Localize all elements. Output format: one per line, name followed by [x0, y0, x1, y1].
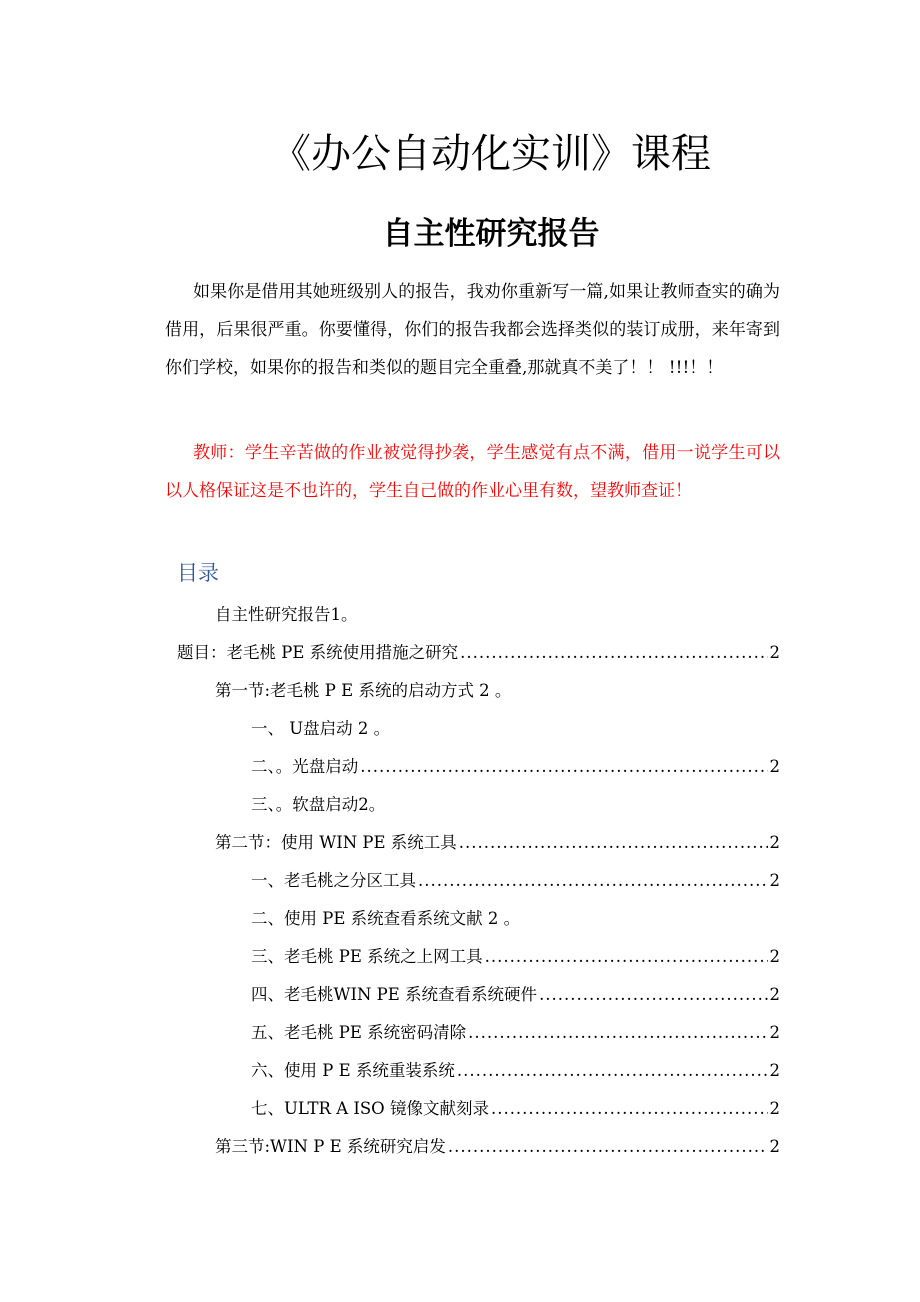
- toc-dot-leader: [491, 1090, 768, 1128]
- toc-entry-title: 三、老毛桃 PE 系统之上网工具: [251, 947, 483, 966]
- toc-page-number: 2: [769, 1137, 780, 1156]
- toc-page-number: 2: [769, 1061, 780, 1080]
- toc-page-number: 2: [769, 947, 780, 966]
- toc-page-number: 2: [769, 757, 780, 776]
- toc-entry[interactable]: [0, 1090, 920, 1128]
- toc-entry-title: 七、ULTR A ISO 镜像文献刻录: [251, 1099, 489, 1118]
- toc-entry-title: 二、。光盘启动: [251, 757, 359, 776]
- toc-entry-title: 二、使用 PE 系统查看系统文献 2 。: [251, 909, 521, 928]
- toc-dot-leader: [468, 1014, 767, 1052]
- toc-entry[interactable]: [0, 824, 920, 862]
- toc-page-number: 2: [769, 871, 780, 890]
- toc-page-number: 2: [769, 643, 780, 662]
- toc-entry[interactable]: [0, 862, 920, 900]
- warning-paragraph: 如果你是借用其她班级别人的报告，我劝你重新写一篇,如果让教师查实的确为借用，后果很严重。你要懂得，你们的报告我都会选择类似的装订成册，来年寄到你们学校，如果你的报告和类似的题目完全重叠,那就真不美了！！ !!!！！: [165, 282, 780, 378]
- toc-entry-title: 三、。软盘启动2。: [251, 795, 386, 814]
- toc-page-number: 2: [769, 985, 780, 1004]
- toc-dot-leader: [360, 748, 767, 786]
- toc-entry[interactable]: [0, 596, 920, 634]
- toc-dot-leader: [539, 976, 767, 1014]
- toc-entry[interactable]: [0, 786, 920, 824]
- toc-page-number: 2: [769, 1099, 780, 1118]
- toc-entry[interactable]: [0, 710, 920, 748]
- toc-entry[interactable]: [0, 976, 920, 1014]
- toc-entry[interactable]: [0, 672, 920, 710]
- toc-entry-title: 一、老毛桃之分区工具: [251, 871, 416, 890]
- toc-entry-title: 自主性研究报告1。: [215, 605, 358, 624]
- teacher-note-paragraph: 教师：学生辛苦做的作业被觉得抄袭，学生感觉有点不满，借用一说学生可以以人格保证这是不也许的，学生自己做的作业心里有数，望教师查证！: [165, 443, 780, 501]
- toc-dot-leader: [485, 938, 768, 976]
- toc-entry-title: 一、 U盘启动 2 。: [251, 719, 391, 738]
- toc-heading: 目录: [177, 561, 219, 585]
- toc-dot-leader: [460, 634, 767, 672]
- document-subtitle: 自主性研究报告: [382, 216, 600, 252]
- toc-entry[interactable]: [0, 1052, 920, 1090]
- toc-dot-leader: [457, 1052, 768, 1090]
- toc-entry[interactable]: [0, 938, 920, 976]
- toc-dot-leader: [448, 1128, 768, 1166]
- toc-entry[interactable]: [0, 1014, 920, 1052]
- toc-entry-title: 题目：老毛桃 PE 系统使用措施之研究: [177, 643, 459, 662]
- toc-dot-leader: [459, 824, 768, 862]
- table-of-contents: [0, 596, 920, 1166]
- toc-entry[interactable]: [0, 634, 920, 672]
- toc-entry-title: 第一节:老毛桃 P E 系统的启动方式 2 。: [215, 681, 512, 700]
- toc-entry[interactable]: [0, 1128, 920, 1166]
- toc-entry-title: 四、老毛桃WIN PE 系统查看系统硬件: [251, 985, 538, 1004]
- document-title: 《办公自动化实训》课程: [271, 131, 711, 177]
- toc-entry-title: 第三节:WIN P E 系统研究启发: [215, 1137, 446, 1156]
- toc-entry-title: 五、老毛桃 PE 系统密码清除: [251, 1023, 467, 1042]
- toc-entry-title: 六、使用 P E 系统重装系统: [251, 1061, 455, 1080]
- toc-page-number: 2: [769, 1023, 780, 1042]
- toc-entry[interactable]: [0, 900, 920, 938]
- toc-entry[interactable]: [0, 748, 920, 786]
- toc-page-number: 2: [769, 833, 780, 852]
- toc-entry-title: 第二节：使用 WIN PE 系统工具: [215, 833, 457, 852]
- toc-dot-leader: [418, 862, 768, 900]
